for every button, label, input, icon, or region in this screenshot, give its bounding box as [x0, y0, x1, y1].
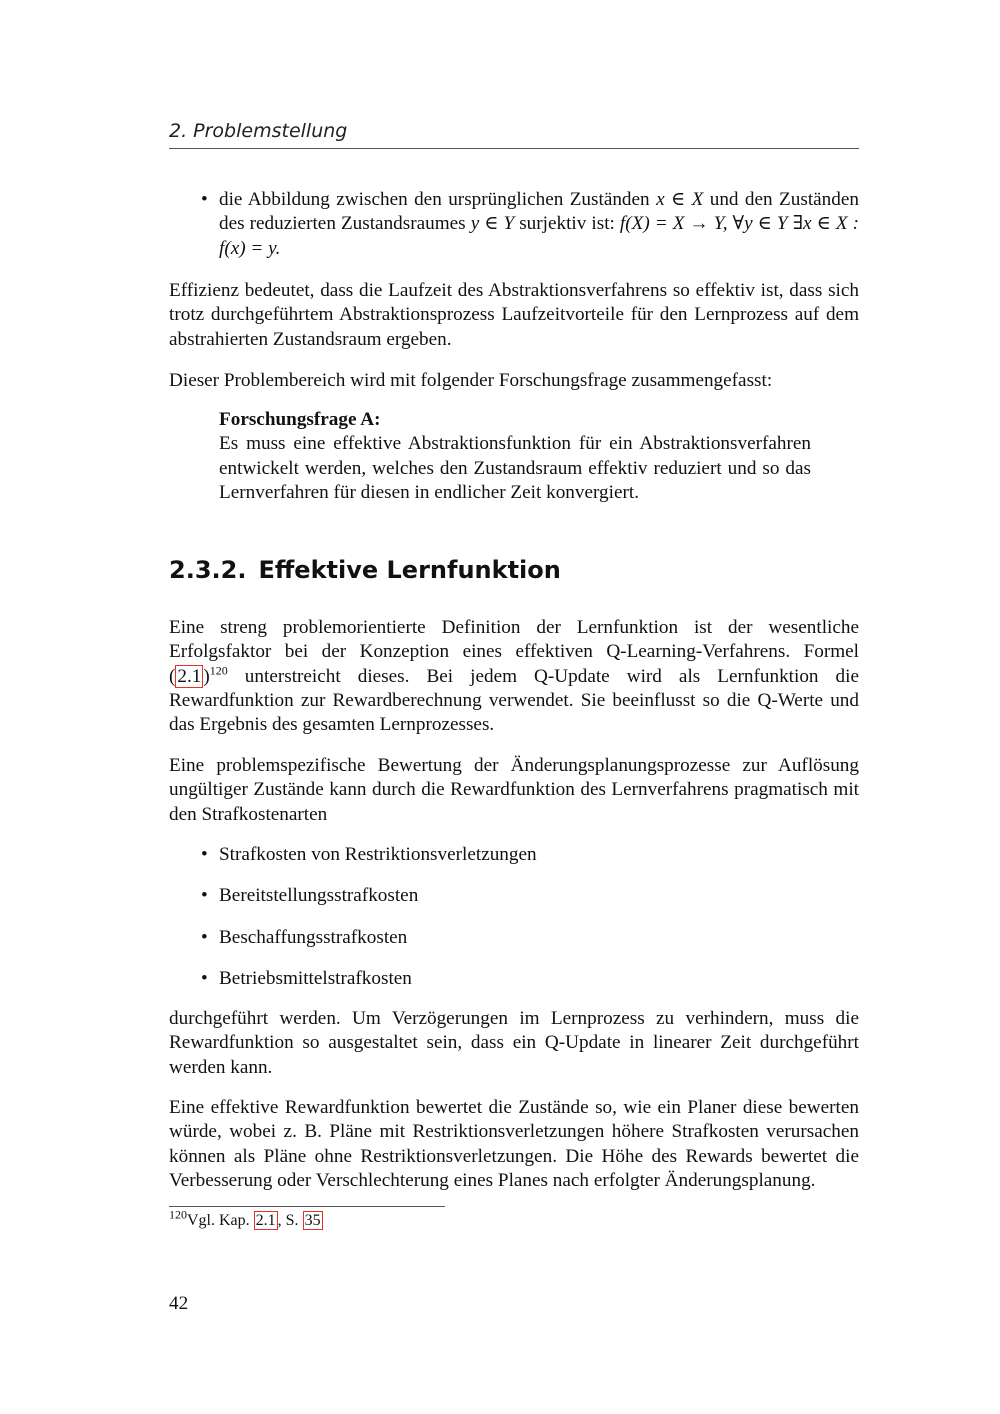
- section-title: Effektive Lernfunktion: [258, 556, 561, 584]
- paragraph-effizienz: Effizienz bedeutet, dass die Laufzeit des Abstraktionsverfahrens so effektiv ist, dass sich trotz durchgeführtem Abstraktionsprozess Laufzeitvorteile für den Lernprozess auf dem abstrahierten Zustandsraum ergeben.: [169, 280, 859, 350]
- list-item: • Beschaffungsstrafkosten: [201, 926, 859, 950]
- page-number: 42: [169, 1293, 189, 1314]
- paragraph-bewertung: Eine problemspezifische Bewertung der Änderungsplanungsprozesse zur Auflösung ungültiger Zustände kann durch die Rewardfunktion des Lernverfahrens pragmatisch mit den Strafkostenarten: [169, 755, 859, 825]
- footnote-divider: [169, 1206, 445, 1207]
- research-question: [219, 408, 811, 505]
- list-item: • Strafkosten von Restriktionsverletzungen: [201, 843, 859, 867]
- footnote-marker[interactable]: 120: [209, 663, 228, 678]
- mapping-bullet: [201, 188, 859, 261]
- running-header: 2. Problemstellung: [169, 120, 859, 149]
- research-question-text: Es muss eine effektive Abstraktionsfunktion für ein Abstraktionsverfahren entwickelt werden, welches den Zustandsraum effektiv reduziert und so das Lernverfahren für diesen in endlicher Zeit konvergiert.: [219, 433, 811, 503]
- page-reference-link[interactable]: 35: [304, 1212, 321, 1229]
- bullet-icon: •: [201, 844, 208, 865]
- chapter-reference-link[interactable]: 2.1: [255, 1212, 276, 1229]
- section-number: 2.3.2.: [169, 556, 247, 584]
- paragraph-durchgefuehrt: durchgeführt werden. Um Verzögerungen im Lernprozess zu verhindern, muss die Rewardfunktion so ausgestaltet sein, dass ein Q-Update in linearer Zeit durchgeführt werden kann.: [169, 1008, 859, 1078]
- bullet-text: die Abbildung zwischen den ursprünglichen Zuständen x ∈ X und den Zuständen des reduzierten Zustandsraumes y ∈ Y surjektiv ist: f(X) = X → Y, ∀y ∈ Y ∃x ∈ X : f(x) = y.: [219, 189, 859, 259]
- paragraph-reward: Eine effektive Rewardfunktion bewertet die Zustände so, wie ein Planer diese bewerten würde, wobei z. B. Pläne mit Restriktionsverletzungen höhere Strafkosten verursachen können als Pläne ohne Restriktionsverletzungen. Die Höhe des Rewards bewertet die Verbesserung oder Verschlechterung eines Planes nach erfolgter Änderungsplanung.: [169, 1097, 859, 1191]
- research-question-title: Forschungsfrage A:: [219, 409, 381, 430]
- list-item: • Bereitstellungsstrafkosten: [201, 884, 859, 908]
- bullet-icon: •: [201, 885, 208, 907]
- section-heading: [169, 556, 561, 584]
- bullet-icon: •: [201, 926, 208, 948]
- footnote-number: 120: [169, 1207, 187, 1222]
- paragraph-problembereich: Dieser Problembereich wird mit folgender Forschungsfrage zusammengefasst:: [169, 370, 773, 391]
- list-item: • Betriebsmittelstrafkosten: [201, 967, 859, 991]
- formula-reference-link[interactable]: 2.1: [177, 665, 202, 687]
- bullet-icon: •: [201, 967, 208, 989]
- paragraph-lernfunktion: Eine streng problemorientierte Definition der Lernfunktion ist der wesentliche Erfolgsfaktor bei der Konzeption eines effektiven Q-Learning-Verfahrens. Formel ( 2.1 )$^{120}$ unterstreicht dieses. Bei jedem Q-Update wird als Lernfunktion die Rewardfunktion zur Rewardberechnung verwendet. Sie beeinflusst so die Q-Werte und das Ergebnis des gesamten Lernprozesses.: [169, 617, 859, 736]
- bullet-icon: •: [201, 189, 208, 210]
- footnote: $^{120}$Vgl. Kap. 2.1 , S. 35: [169, 1207, 321, 1229]
- cost-types-list: [201, 843, 859, 991]
